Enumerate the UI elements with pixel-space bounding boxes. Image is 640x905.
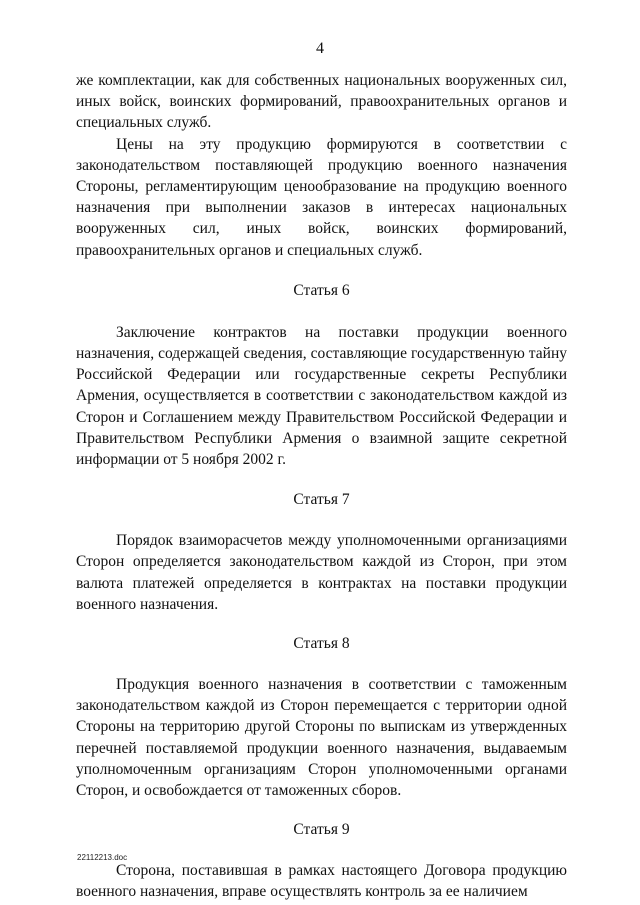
footer-filename: 22112213.doc [77,853,128,862]
heading-article-7: Статья 7 [293,491,350,509]
heading-article-8: Статья 8 [293,635,350,653]
paragraph-article-6: Заключение контрактов на поставки продукции военного назначения, содержащей сведения, составляющие государственную тайну Российской Федерации или государственные секреты Республики Армения, осуществляется в соответствии с законодательством каждой из Сторон и Соглашением между Правительством Российской Федерации и Правительством Республики Армения о взаимной защите секретной информации от 5 ноября 2002 г. [76,323,567,469]
paragraph-continuation: же комплектации, как для собственных национальных вооруженных сил, иных войск, воинских формирований, правоохранительных органов и специальных служб. [76,72,567,132]
document-body [76,70,567,903]
page-number: 4 [316,40,324,57]
paragraph-article-9: Сторона, поставившая в рамках настоящего Договора продукцию военного назначения, вправе осуществлять контроль за ее наличием [76,862,567,901]
paragraph-article-7: Порядок взаиморасчетов между уполномоченными организациями Сторон определяется законодательством каждой из Сторон, при этом валюта платежей определяется в контрактах на поставки продукции военного назначения. [76,532,567,613]
paragraph-prices: Цены на эту продукцию формируются в соответствии с законодательством поставляющей продукцию военного назначения Стороны, регламентирующим ценообразование на продукцию военного назначения при выполнении заказов в интересах национальных вооруженных сил, иных войск, воинских формирований, правоохранительных органов и специальных служб. [76,135,567,259]
heading-article-9: Статья 9 [293,821,350,839]
paragraph-article-8: Продукция военного назначения в соответствии с таможенным законодательством каждой из Сторон перемещается с территории одной Стороны на территорию другой Стороны по выпискам из утвержденных перечней поставляемой продукции военного назначения, выдаваемым уполномоченным организациям Сторон уполномоченными органами Сторон, и освобождается от таможенных сборов. [76,676,567,800]
heading-article-6: Статья 6 [293,281,350,299]
